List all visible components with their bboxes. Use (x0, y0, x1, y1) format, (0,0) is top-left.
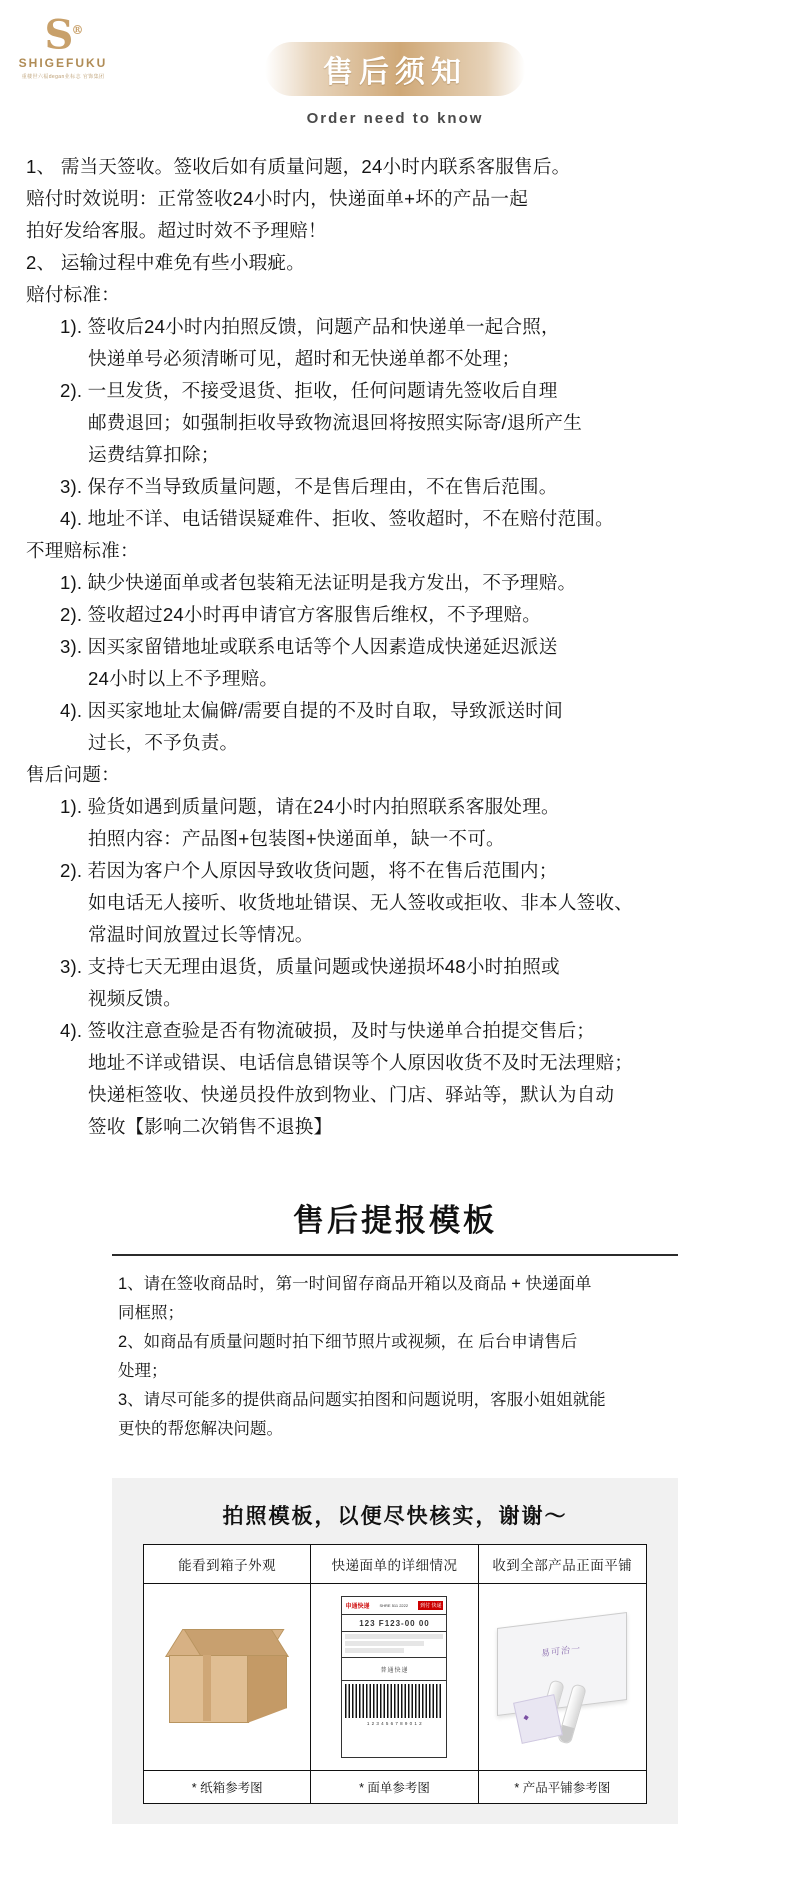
notice-line: 3). 因买家留错地址或联系电话等个人因素造成快递延迟派送 (60, 636, 558, 657)
logo-mark-icon (18, 10, 108, 59)
notice-line: 赔付标准： (26, 284, 120, 305)
notice-line: 快递柜签收、快递员投件放到物业、门店、驿站等，默认为自动 (88, 1084, 615, 1105)
photo-column-footer: * 产品平铺参考图 (514, 1781, 611, 1795)
template-instruction-line: 处理； (118, 1362, 168, 1380)
logo-letter: S (44, 11, 72, 59)
logo-brand-name: SHIGEFUKU (18, 56, 108, 71)
notice-line: 1). 缺少快递面单或者包装箱无法证明是我方发出，不予理赔。 (60, 572, 577, 593)
title-banner (265, 42, 525, 96)
brand-logo (18, 10, 108, 80)
notice-line: 如电话无人接听、收货地址错误、无人签收或拒收、非本人签收、 (88, 892, 634, 913)
photo-column-footer: * 面单参考图 (359, 1781, 430, 1795)
notice-line: 1). 签收后24小时内拍照反馈，问题产品和快递单一起合照， (60, 316, 560, 337)
notice-line: 3). 支持七天无理由退货，质量问题或快递损坏48小时拍照或 (60, 956, 560, 977)
notice-line: 2、 运输过程中难免有些小瑕疵。 (26, 252, 306, 273)
notice-line: 不理赔标准： (26, 540, 139, 561)
waybill-number: 123 F123-00 00 (342, 1615, 446, 1632)
waybill-mid-label: 普通快递 (380, 1667, 409, 1674)
photo-template-title: 拍照模板，以便尽快核实，谢谢～ (222, 1505, 568, 1528)
notice-line: 1、 需当天签收。签收后如有质量问题，24小时内联系客服售后。 (26, 156, 571, 177)
notice-line: 签收【影响二次销售不退换】 (88, 1116, 333, 1137)
notice-line: 视频反馈。 (88, 988, 182, 1009)
product-flatlay-icon: 易可治一 ◆ (487, 1602, 637, 1752)
photo-column-waybill (311, 1545, 478, 1803)
waybill-brand-en: SHRE 511 2222 (379, 1603, 409, 1608)
waybill-tag: 到付 快递 (420, 1603, 442, 1609)
notice-line: 2). 若因为客户个人原因导致收货问题，将不在售后范围内； (60, 860, 558, 881)
photo-column-box (144, 1545, 311, 1803)
notice-line: 1). 验货如遇到质量问题，请在24小时内拍照联系客服处理。 (60, 796, 560, 817)
notice-line: 运费结算扣除； (88, 444, 220, 465)
registered-trademark-icon: ® (71, 23, 82, 37)
photo-column-footer: * 纸箱参考图 (191, 1781, 263, 1795)
flatlay-logo-text: 易可治一 (541, 1643, 582, 1659)
notice-line: 2). 一旦发货，不接受退货、拒收，任何问题请先签收后自理 (60, 380, 558, 401)
photo-template-card (112, 1478, 678, 1824)
notice-line: 过长，不予负责。 (88, 732, 239, 753)
photo-column-header: 收到全部产品正面平铺 (479, 1545, 646, 1584)
template-instruction-line: 1、请在签收商品时，第一时间留存商品开箱以及商品 + 快递面单 (118, 1275, 592, 1293)
template-section-title: 售后提报模板 (293, 1203, 497, 1239)
page-subtitle: Order need to know (306, 110, 484, 127)
template-instruction-line: 同框照； (118, 1304, 184, 1322)
waybill-icon (341, 1596, 447, 1758)
notice-line: 售后问题： (26, 764, 120, 785)
page-title-block (265, 42, 525, 127)
photo-column-header: 快递面单的详细情况 (311, 1545, 477, 1584)
notice-line: 邮费退回；如强制拒收导致物流退回将按照实际寄/退所产生 (88, 412, 583, 433)
notice-line: 24小时以上不予理赔。 (88, 668, 279, 689)
photo-column-illustration (479, 1584, 646, 1771)
notice-body (26, 151, 764, 1143)
photo-column-illustration (311, 1584, 477, 1771)
photo-column-header: 能看到箱子外观 (144, 1545, 310, 1584)
page-title: 售后须知 (323, 55, 467, 90)
logo-sub-text: 重楼世六福degan业标志 官饰集团 (21, 74, 105, 81)
notice-line: 4). 因买家地址太偏僻/需要自提的不及时自取，导致派送时间 (60, 700, 563, 721)
template-instruction-line: 3、请尽可能多的提供商品问题实拍图和问题说明，客服小姐姐就能 (118, 1391, 606, 1409)
notice-line: 4). 签收注意查验是否有物流破损，及时与快递单合拍提交售后； (60, 1020, 596, 1041)
divider (112, 1254, 678, 1256)
notice-line: 拍照内容：产品图+包装图+快递面单，缺一不可。 (88, 828, 505, 849)
template-instruction-line: 2、如商品有质量问题时拍下细节照片或视频，在 后台申请售后 (118, 1333, 578, 1351)
waybill-footer: 1 2 3 4 5 6 7 8 9 0 1 2 (366, 1721, 423, 1726)
photo-column-flatlay (479, 1545, 646, 1803)
notice-line: 快递单号必须清晰可见，超时和无快递单都不处理； (88, 348, 521, 369)
barcode-icon (345, 1684, 443, 1718)
template-instruction-list (106, 1270, 684, 1444)
waybill-brand: 申通快递 (345, 1604, 370, 1610)
notice-line: 拍好发给客服。超过时效不予理赔！ (26, 220, 327, 241)
template-instruction-line: 更快的帮您解决问题。 (118, 1420, 283, 1438)
photo-template-grid (143, 1544, 647, 1804)
notice-line: 4). 地址不详、电话错误疑难件、拒收、签收超时，不在赔付范围。 (60, 508, 614, 529)
notice-line: 常温时间放置过长等情况。 (88, 924, 314, 945)
notice-line: 赔付时效说明：正常签收24小时内，快递面单+坏的产品一起 (26, 188, 528, 209)
carton-box-icon (165, 1629, 289, 1725)
photo-column-illustration (144, 1584, 310, 1771)
notice-line: 2). 签收超过24小时再申请官方客服售后维权，不予理赔。 (60, 604, 542, 625)
notice-line: 3). 保存不当导致质量问题，不是售后理由，不在售后范围。 (60, 476, 558, 497)
notice-line: 地址不详或错误、电话信息错误等个人原因收货不及时无法理赔； (88, 1052, 634, 1073)
